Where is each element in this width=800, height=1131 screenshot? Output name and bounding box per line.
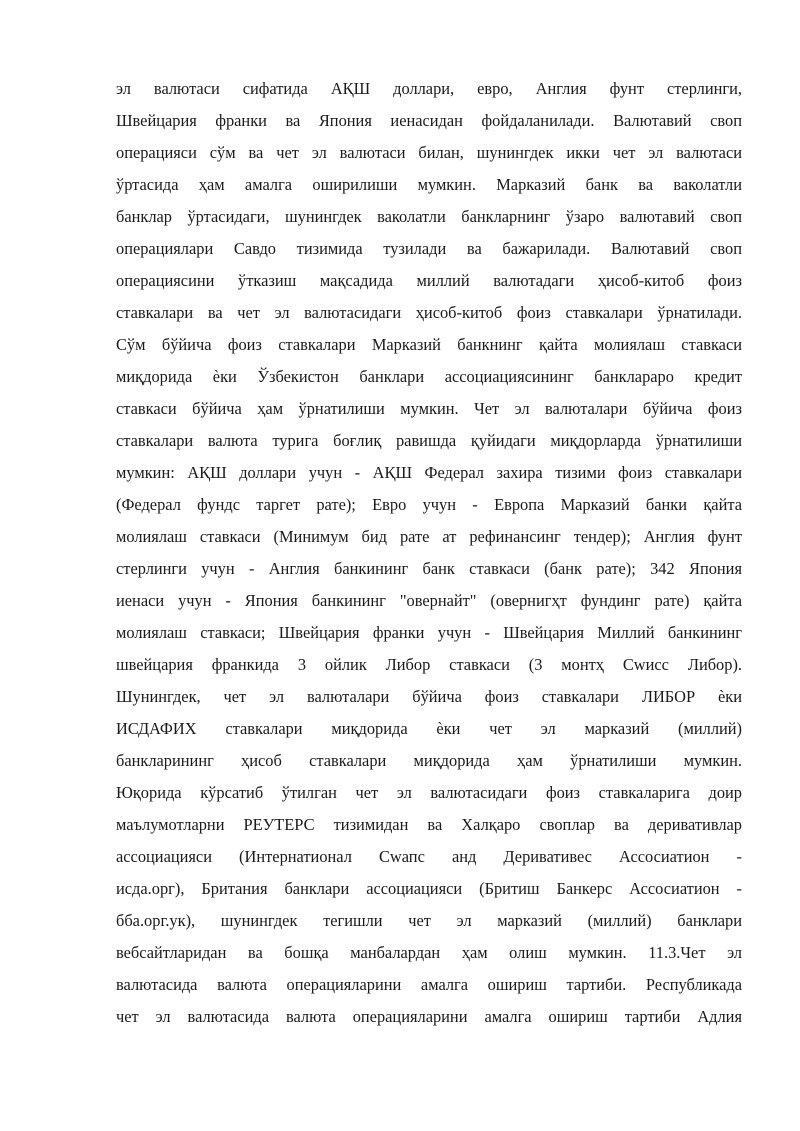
text-line: стерлинги учун - Англия банкининг банк ставкаси (банк рате); 342 Япония — [116, 559, 742, 578]
text-line: молиялаш ставкаси; Швейцария франки учун - Швейцария Миллий банкининг — [116, 623, 742, 642]
text-line: чет эл валютасида валюта операцияларини амалга ошириш тартиби Адлия — [116, 1007, 742, 1026]
text-line: операциялари Савдо тизимида тузилади ва бажарилади. Валютавий своп — [116, 239, 742, 258]
text-line: иенаси учун - Япония банкининг "овернайт" (овернигҳт фундинг рате) қайта — [116, 591, 742, 610]
text-line: ИСДАФИХ ставкалари миқдорида ѐки чет эл марказий (миллий) — [116, 719, 742, 738]
text-line: молиялаш ставкаси (Минимум бид рате ат рефинансинг тендер); Англия фунт — [116, 527, 742, 546]
text-line: мумкин: АҚШ доллари учун - АҚШ Федерал захира тизими фоиз ставкалари — [116, 463, 742, 482]
text-line: Швейцария франки ва Япония иенасидан фойдаланилади. Валютавий своп — [116, 111, 742, 130]
text-line: операциясини ўтказиш мақсадида миллий валютадаги ҳисоб-китоб фоиз — [116, 271, 742, 290]
text-line: Шунингдек, чет эл валюталари бўйича фоиз ставкалари ЛИБОР ѐки — [116, 687, 742, 706]
text-line: вебсайтларидан ва бошқа манбалардан ҳам олиш мумкин. 11.3.Чет эл — [116, 943, 742, 962]
text-line: миқдорида ѐки Ўзбекистон банклари ассоциациясининг банклараро кредит — [116, 367, 742, 386]
text-line: Сўм бўйича фоиз ставкалари Марказий банкнинг қайта молиялаш ставкаси — [116, 335, 742, 354]
body-paragraph — [116, 73, 742, 1033]
text-line: эл валютаси сифатида АҚШ доллари, евро, Англия фунт стерлинги, — [116, 79, 742, 98]
text-line: швейцария франкида 3 ойлик Либор ставкаси (3 монтҳ Сwисс Либор). — [116, 655, 742, 674]
text-line: ставкалари ва чет эл валютасидаги ҳисоб-китоб фоиз ставкалари ўрнатилади. — [116, 303, 742, 322]
text-line: Юқорида кўрсатиб ўтилган чет эл валютасидаги фоиз ставкаларига доир — [116, 783, 742, 802]
text-line: ставкаси бўйича ҳам ўрнатилиши мумкин. Чет эл валюталари бўйича фоиз — [116, 399, 742, 418]
text-line: исда.орг), Британия банклари ассоциацияси (Бритиш Банкерс Ассосиатион - — [116, 879, 742, 898]
text-line: банкларининг ҳисоб ставкалари миқдорида ҳам ўрнатилиши мумкин. — [116, 751, 742, 770]
text-line: валютасида валюта операцияларини амалга ошириш тартиби. Республикада — [116, 975, 742, 994]
text-line: (Федерал фундс таргет рате); Евро учун - Европа Марказий банки қайта — [116, 495, 742, 514]
text-line: бба.орг.ук), шунингдек тегишли чет эл марказий (миллий) банклари — [116, 911, 742, 930]
text-line: операцияси сўм ва чет эл валютаси билан, шунингдек икки чет эл валютаси — [116, 143, 742, 162]
text-line: ассоциацияси (Интернатионал Сwапс анд Деривативес Ассосиатион - — [116, 847, 742, 866]
text-line: ставкалари валюта турига боғлиқ равишда қуйидаги миқдорларда ўрнатилиши — [116, 431, 742, 450]
text-line: маълумотларни РЕУТЕРС тизимидан ва Халқаро своплар ва деривативлар — [116, 815, 742, 834]
text-line: банклар ўртасидаги, шунингдек ваколатли банкларнинг ўзаро валютавий своп — [116, 207, 742, 226]
text-line: ўртасида ҳам амалга оширилиши мумкин. Марказий банк ва ваколатли — [116, 175, 742, 194]
